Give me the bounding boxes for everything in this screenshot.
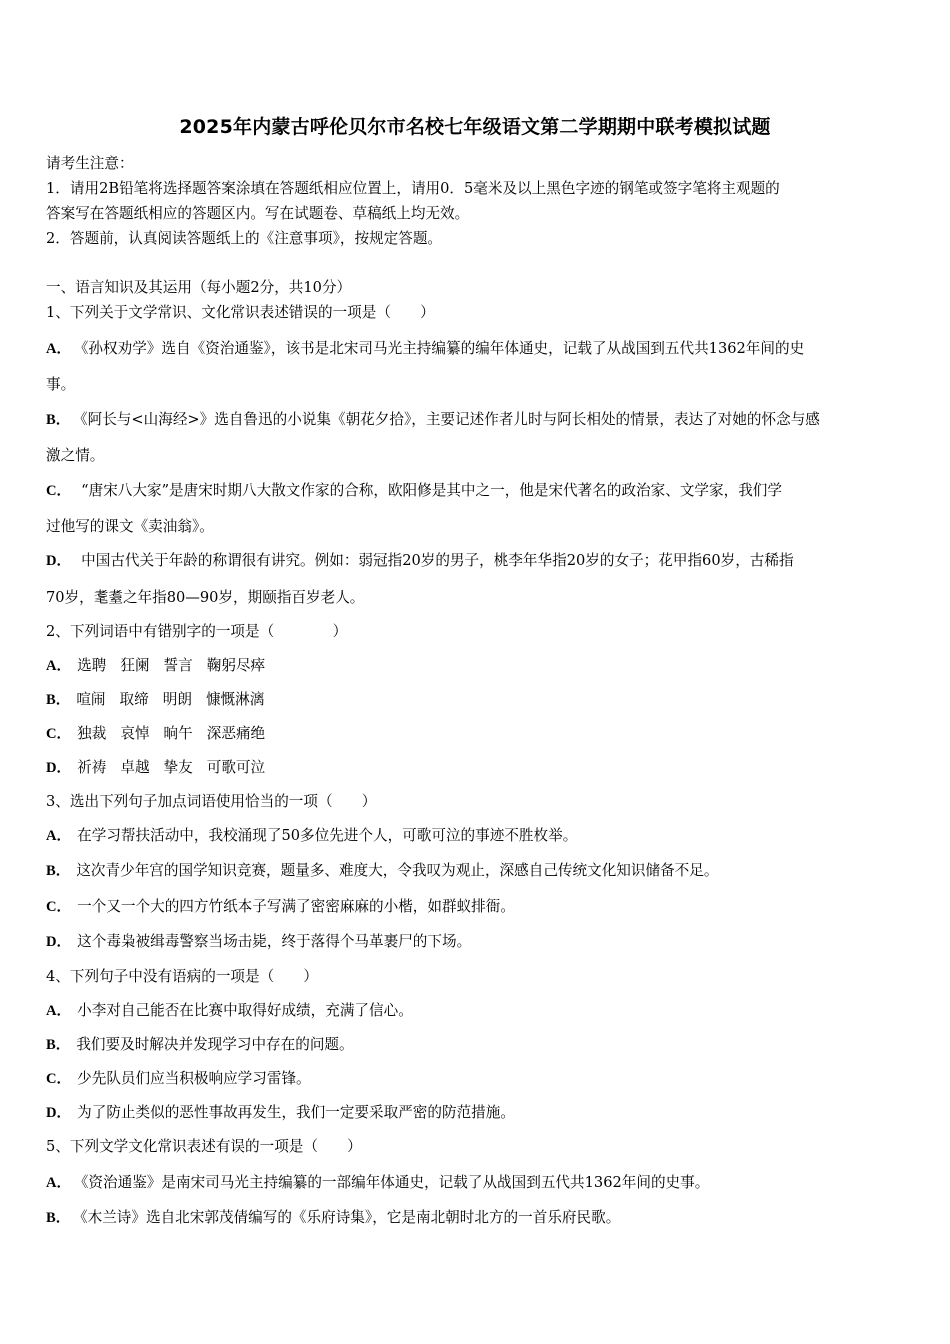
word: 鞠躬尽瘁 [206, 657, 266, 674]
question-2-option-d [46, 756, 911, 777]
option-letter: B． [46, 1210, 71, 1226]
option-text: 《孙权劝学》选自《资治通鉴》，该书是北宋司马光主持编纂的编年体通史，记载了从战国到五代共1362年间的史 [81, 340, 805, 357]
option-text: 我们要及时解决并发现学习中存在的问题。 [76, 1036, 354, 1053]
option-letter: A． [46, 828, 72, 844]
question-1-option-c [46, 479, 911, 500]
word: 喧闹 [76, 691, 106, 708]
option-letter: C． [46, 899, 72, 915]
option-letter: D． [46, 760, 72, 776]
question-2-stem: 2、下列词语中有错别字的一项是（ ） [46, 623, 348, 640]
option-text: “唐宋八大家”是唐宋时期八大散文作家的合称，欧阳修是其中之一，他是宋代著名的政治家、文学家，我们学 [81, 482, 782, 499]
option-letter: B． [46, 863, 71, 879]
word: 可歌可泣 [206, 759, 266, 776]
word: 挚友 [163, 759, 193, 776]
page-title: 2025年内蒙古呼伦贝尔市名校七年级语文第二学期期中联考模拟试题 [179, 116, 771, 138]
word: 明朗 [162, 691, 192, 708]
option-letter: A． [46, 658, 72, 674]
option-letter: C． [46, 726, 72, 742]
question-3-option-b [46, 859, 911, 880]
question-1-option-c-cont: 过他写的课文《卖油翁》。 [46, 518, 214, 535]
option-text: 《阿长与<山海经>》选自鲁迅的小说集《朝花夕拾》，主要记述作者儿时与阿长相处的情景，表达了对她的怀念与感 [80, 411, 820, 428]
question-5-stem: 5、下列文学文化常识表述有误的一项是（ ） [46, 1138, 362, 1155]
option-letter: B． [46, 692, 71, 708]
word: 狂阑 [120, 657, 150, 674]
question-2-option-b [46, 688, 911, 709]
word: 哀悼 [120, 725, 150, 742]
option-letter: D． [46, 553, 72, 569]
option-letter: A． [46, 1003, 72, 1019]
option-text: 《木兰诗》选自北宋郭茂倩编写的《乐府诗集》，它是南北朝时北方的一首乐府民歌。 [80, 1209, 621, 1226]
question-1-option-d [46, 549, 911, 570]
option-text: 《资治通鉴》是南宋司马光主持编纂的一部编年体通史，记载了从战国到五代共1362年间的史事。 [81, 1174, 710, 1191]
question-5-option-a [46, 1171, 911, 1192]
notice-item-1-line-1: 1．请用2B铅笔将选择题答案涂填在答题纸相应位置上，请用0．5毫米及以上黑色字迹的钢笔或签字笔将主观题的 [46, 180, 780, 197]
option-text: 一个又一个大的四方竹纸本子写满了密密麻麻的小楷，如群蚁排衙。 [77, 898, 515, 915]
section-heading: 一、语言知识及其运用（每小题2分，共10分） [46, 279, 352, 296]
option-letter: A． [46, 341, 72, 357]
notice-heading: 请考生注意： [46, 155, 134, 172]
option-letter: D． [46, 934, 72, 950]
option-letter: B． [46, 412, 71, 428]
question-1-option-d-cont: 70岁，耄耋之年指80—90岁，期颐指百岁老人。 [46, 589, 365, 606]
question-3-option-a [46, 824, 911, 845]
question-4-option-d [46, 1101, 911, 1122]
question-1-option-b [46, 408, 911, 429]
option-text: 小李对自己能否在比赛中取得好成绩，充满了信心。 [77, 1002, 413, 1019]
option-text: 这个毒枭被缉毒警察当场击毙，终于落得个马革裹尸的下场。 [77, 933, 472, 950]
question-4-option-b [46, 1033, 911, 1054]
word: 祈祷 [77, 759, 107, 776]
option-letter: C． [46, 1071, 72, 1087]
notice-item-1-line-2: 答案写在答题纸相应的答题区内。写在试题卷、草稿纸上均无效。 [46, 205, 470, 222]
word: 深恶痛绝 [206, 725, 266, 742]
word: 取缔 [119, 691, 149, 708]
question-5-option-b [46, 1206, 911, 1227]
question-3-option-c [46, 895, 911, 916]
question-3-option-d [46, 930, 911, 951]
word: 独裁 [77, 725, 107, 742]
option-letter: B． [46, 1037, 71, 1053]
word: 慷慨淋漓 [205, 691, 265, 708]
option-text: 这次青少年宫的国学知识竞赛，题量多、难度大，令我叹为观止，深感自己传统文化知识储备不足。 [76, 862, 719, 879]
question-1-option-b-cont: 激之情。 [46, 447, 105, 464]
word: 誓言 [163, 657, 193, 674]
question-1-option-a-cont: 事。 [46, 376, 76, 393]
question-2-option-a [46, 654, 911, 675]
question-1-stem: 1、下列关于文学常识、文化常识表述错误的一项是（ ） [46, 304, 435, 321]
option-text: 为了防止类似的恶性事故再发生，我们一定要采取严密的防范措施。 [77, 1104, 515, 1121]
question-4-option-c [46, 1067, 911, 1088]
word: 选聘 [77, 657, 107, 674]
option-letter: C． [46, 483, 72, 499]
notice-item-2: 2．答题前，认真阅读答题纸上的《注意事项》，按规定答题。 [46, 230, 443, 247]
option-text: 少先队员们应当积极响应学习雷锋。 [77, 1070, 311, 1087]
option-text: 在学习帮扶活动中，我校涌现了50多位先进个人，可歌可泣的事迹不胜枚举。 [77, 827, 578, 844]
question-3-stem: 3、选出下列句子加点词语使用恰当的一项（ ） [46, 793, 377, 810]
question-2-option-c [46, 722, 911, 743]
question-1-option-a [46, 337, 911, 358]
word: 晌午 [163, 725, 193, 742]
question-4-option-a [46, 999, 911, 1020]
option-text: 中国古代关于年龄的称谓很有讲究。例如：弱冠指20岁的男子，桃李年华指20岁的女子；花甲指60岁，古稀指 [81, 552, 794, 569]
option-letter: D． [46, 1105, 72, 1121]
option-letter: A． [46, 1175, 72, 1191]
question-4-stem: 4、下列句子中没有语病的一项是（ ） [46, 968, 318, 985]
word: 卓越 [120, 759, 150, 776]
